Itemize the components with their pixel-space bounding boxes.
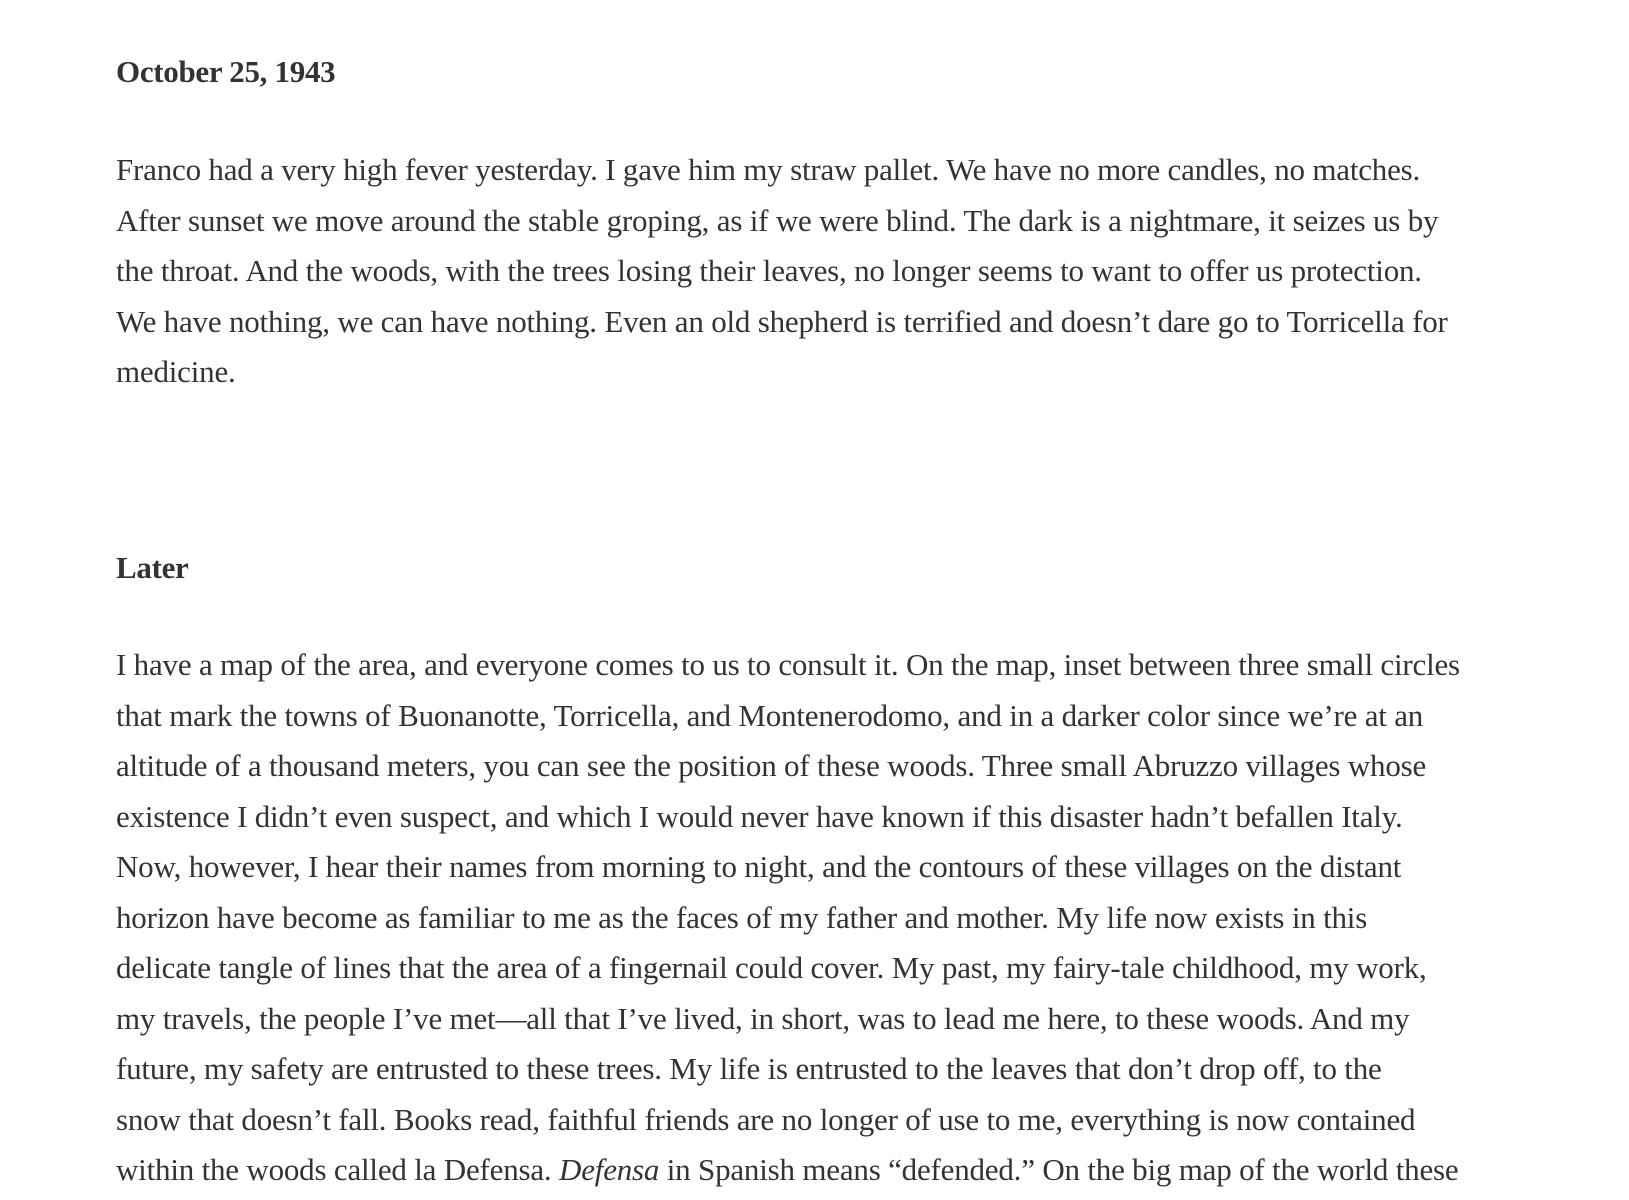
entry-heading-date: October 25, 1943 (116, 54, 336, 89)
text-segment: in Spanish means “defended.” On the big map of the world these (659, 1152, 1459, 1187)
entry-heading-later: Later (116, 550, 189, 585)
italic-term: Defensa (559, 1152, 660, 1187)
text-line: snow that doesn’t fall. Books read, faithful friends are no longer of use to me, everything is now contained (116, 1101, 1416, 1137)
text-line: my travels, the people I’ve met—all that I’ve lived, in short, was to lead me here, to these woods. And my (116, 1000, 1410, 1036)
text-line: Now, however, I hear their names from morning to night, and the contours of these villages on the distant (116, 849, 1402, 884)
text-line: I have a map of the area, and everyone comes to us to consult it. On the map, inset between three small circles (116, 647, 1460, 682)
text-line: Franco had a very high fever yesterday. I gave him my straw pallet. We have no more candles, no matches. (116, 152, 1421, 187)
text-line: delicate tangle of lines that the area of a fingernail could cover. My past, my fairy-tale childhood, my work, (116, 950, 1427, 985)
text-line: altitude of a thousand meters, you can see the position of these woods. Three small Abruzzo villages whose (116, 748, 1427, 783)
text-segment: within the woods called la Defensa. (116, 1152, 560, 1187)
text-line: medicine. (116, 354, 236, 389)
text-line: that mark the towns of Buonanotte, Torricella, and Montenerodomo, and in a darker color since we’re at an (116, 697, 1424, 733)
entry-paragraph (116, 145, 1448, 398)
text-line: future, my safety are entrusted to these trees. My life is entrusted to the leaves that don’t drop off, to the (116, 1051, 1382, 1086)
text-line: the throat. And the woods, with the trees losing their leaves, no longer seems to want to offer us protection. (116, 253, 1422, 288)
text-line-last (116, 1145, 1460, 1196)
text-line: existence I didn’t even suspect, and which I would never have known if this disaster hadn’t befallen Italy. (116, 798, 1403, 834)
text-line: We have nothing, we can have nothing. Even an old shepherd is terrified and doesn’t dare go to Torricella for (116, 303, 1448, 339)
entry-paragraph (116, 640, 1460, 1196)
text-line: horizon have become as familiar to me as the faces of my father and mother. My life now exists in this (116, 899, 1368, 935)
text-line: After sunset we move around the stable groping, as if we were blind. The dark is a nightmare, it seizes us by (116, 202, 1439, 238)
